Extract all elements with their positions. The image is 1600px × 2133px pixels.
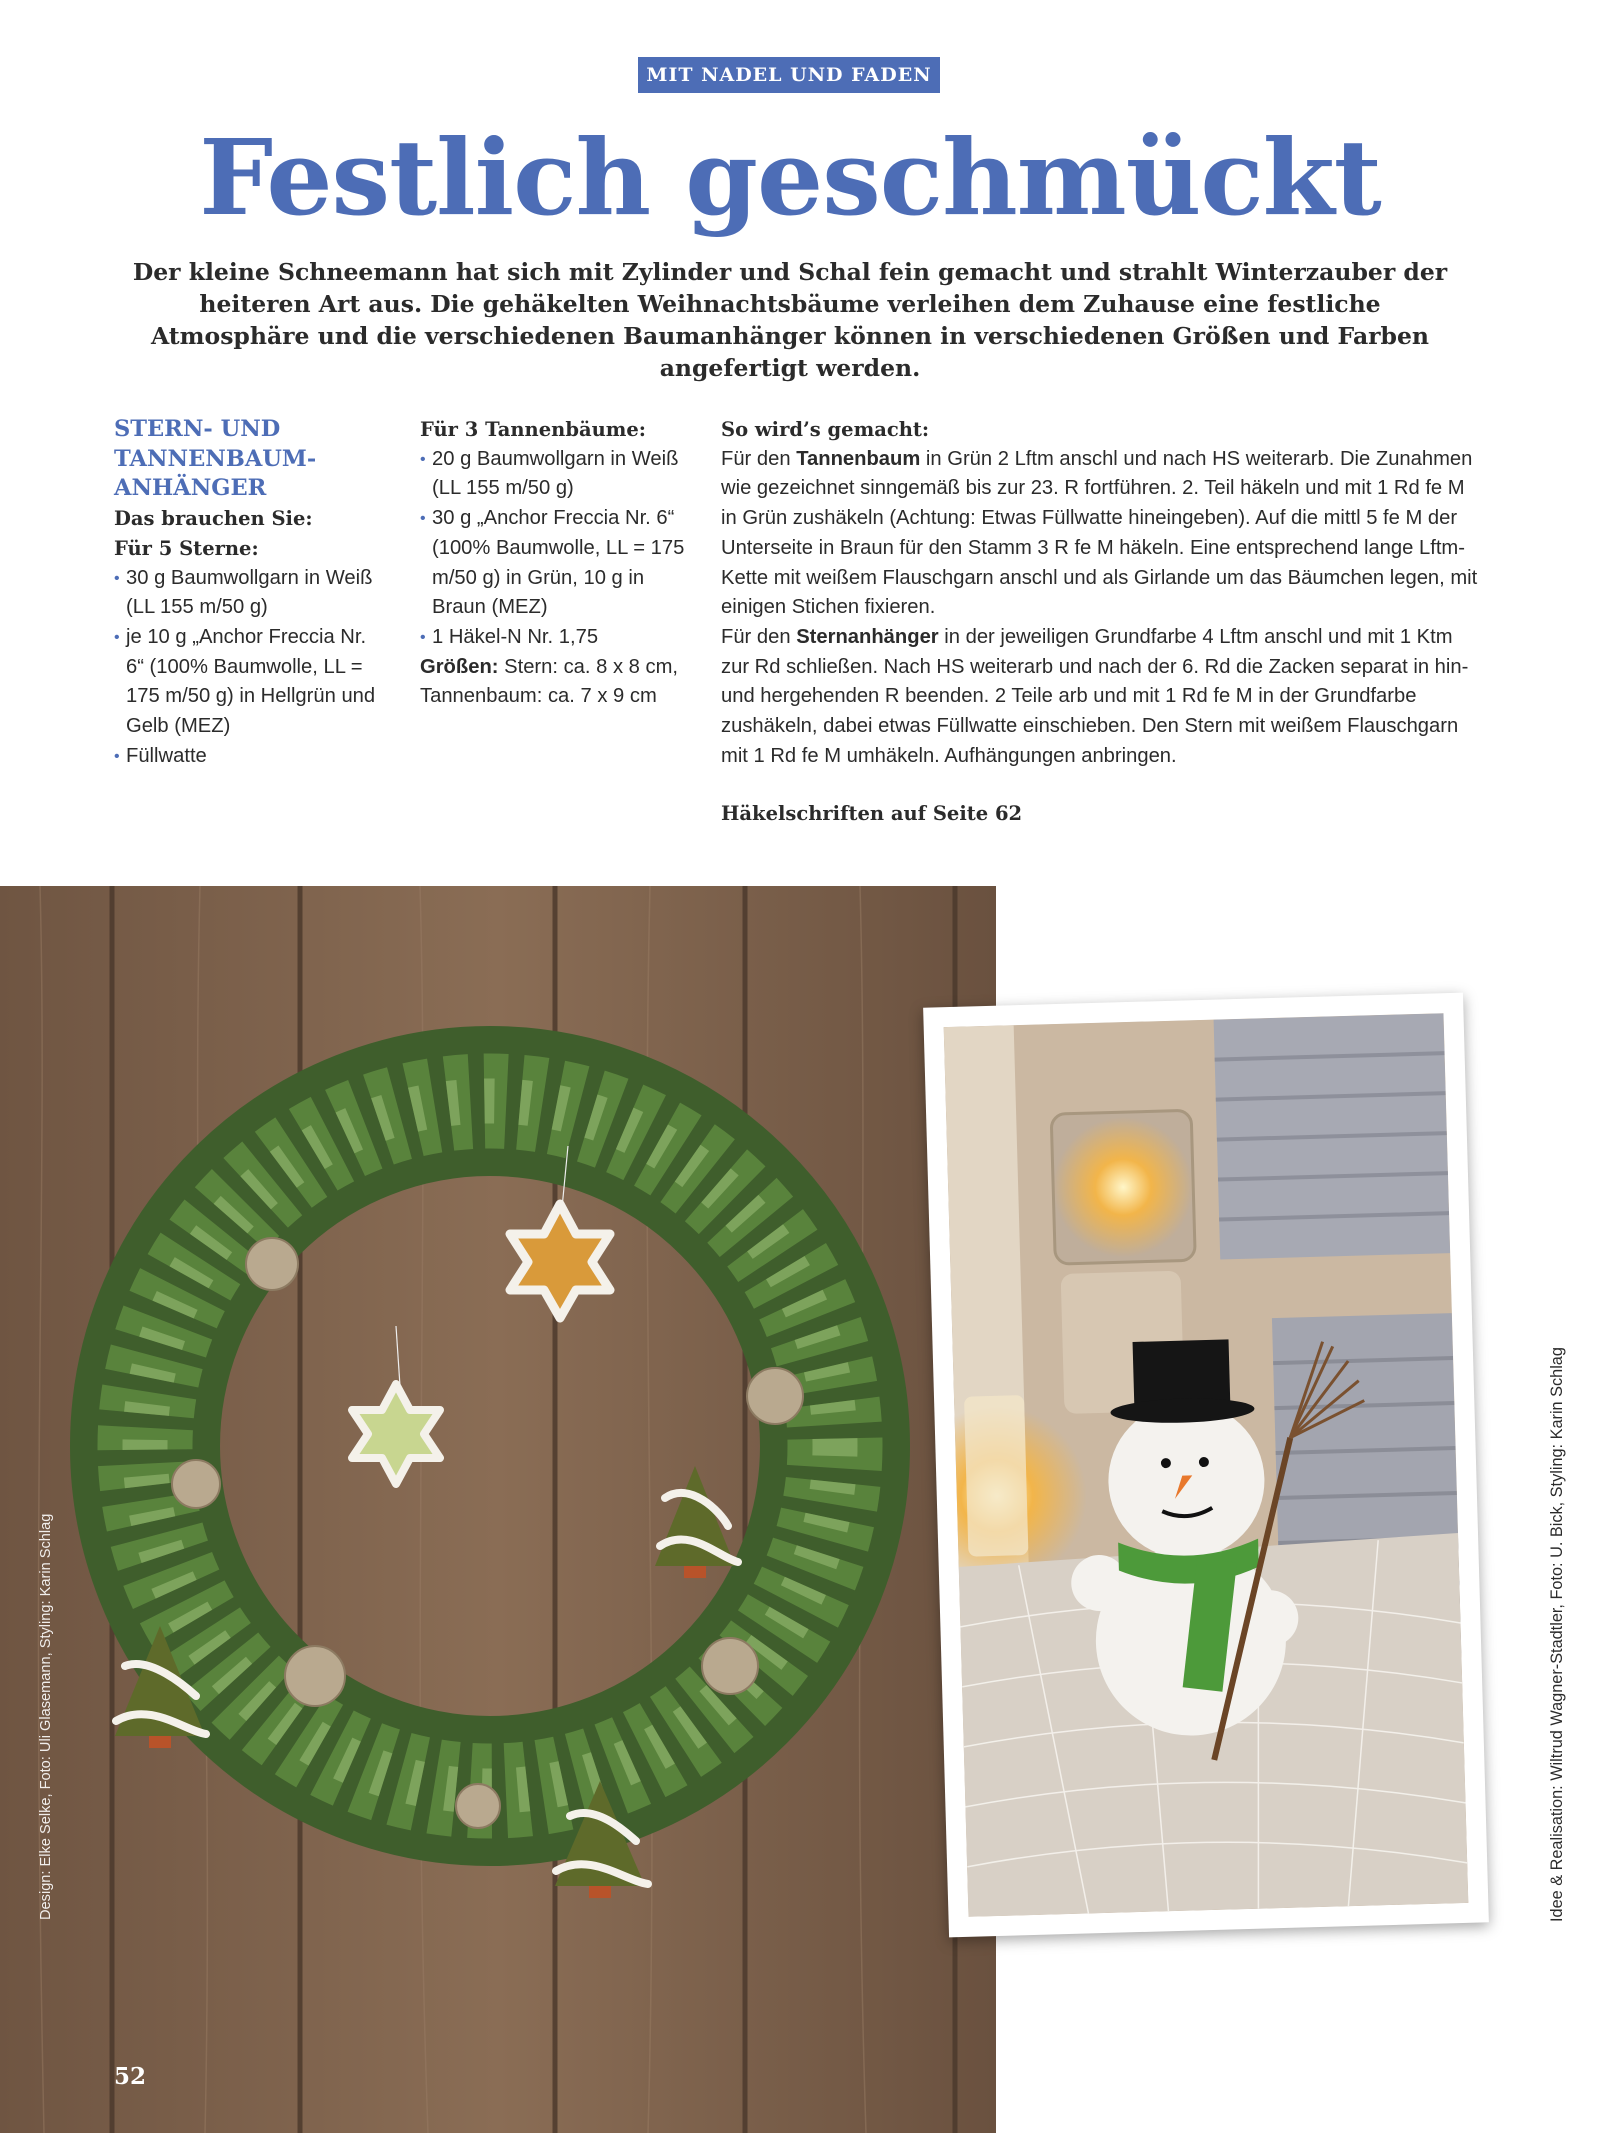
instruction-keyword: Tannenbaum (796, 447, 921, 470)
instructions-star (721, 623, 1481, 772)
page-title: Festlich geschmückt (199, 116, 1381, 239)
lead-paragraph: Der kleine Schneemann hat sich mit Zylinder und Schal fein gemacht und strahlt Winterzauber der heiteren Art aus. Die gehäkelten Weihnachtsbäume verleihen dem Zuhause eine festliche Atmosphäre und die verschiedenen Baumanhänger können in verschiedenen Größen und Farben angefertigt werden. (132, 258, 1448, 382)
materials-column-stars (114, 415, 376, 771)
wreath-photo (0, 886, 996, 2133)
section-heading-line: ANHÄNGER (114, 475, 267, 502)
trees-subhead: Für 3 Tannenbäume: (420, 418, 647, 441)
page-number: 52 (114, 2063, 147, 2090)
list-item: • 20 g Baumwollgarn in Weiß (LL 155 m/50 g) (420, 445, 690, 504)
photo-credit-left: Design: Elke Selke, Foto: Uli Glasemann, Styling: Karin Schlag (38, 1513, 54, 1920)
instructions-tree (721, 445, 1481, 623)
instruction-text: in der jeweiligen Grundfarbe 4 Lftm anschl und mit 1 Ktm zur Rd schließen. Nach HS weiterarb und nach der 6. Rd die Zacken separat in hin- und hergehenden R beenden. 2 Teile arb und mit 1 Rd fe M in der Grundfarbe zushäkeln, dabei etwas Füllwatte einschieben. Den Stern mit weißem Flauschgarn mit 1 Rd fe M umhäkeln. Aufhängungen anbringen. (721, 625, 1469, 767)
snowman-illustration (944, 1013, 1469, 1917)
section-heading (114, 415, 376, 504)
list-item: • je 10 g „Anchor Freccia Nr. 6“ (100% Baumwolle, LL = 175 m/50 g) in Hellgrün und Gelb (MEZ) (114, 623, 376, 742)
wreath-illustration (0, 886, 996, 2133)
list-item: • Füllwatte (114, 742, 376, 772)
instructions-column (721, 415, 1481, 829)
section-kicker: MIT NADEL UND FADEN (638, 57, 940, 93)
needs-label: Das brauchen Sie: (114, 507, 313, 531)
list-item: • 1 Häkel-N Nr. 1,75 (420, 623, 690, 653)
instruction-text: in Grün 2 Lftm anschl und nach HS weiterarb. Die Zunahmen wie gezeichnet sinngemäß bis zur 23. R fortführen. 2. Teil häkeln und mit 1 Rd fe M in Grün zushäkeln (Achtung: Etwas Füllwatte hineingeben). Auf die mittl 5 fe M der Unterseite in Braun für den Stamm 3 R fe M häkeln. Eine entsprechend lange Lftm-Kette mit weißem Flauschgarn anschl und als Girlande um das Bäumchen legen, mit einigen Stichen fixieren. (721, 447, 1478, 619)
instructions-heading: So wird’s gemacht: (721, 418, 930, 441)
instruction-keyword: Sternanhänger (796, 625, 939, 648)
list-item: • 30 g Baumwollgarn in Weiß (LL 155 m/50 g) (114, 564, 376, 623)
list-item: • 30 g „Anchor Freccia Nr. 6“ (100% Baumwolle, LL = 175 m/50 g) in Grün, 10 g in Braun (MEZ) (420, 504, 690, 623)
sizes-text (420, 653, 690, 712)
pattern-reference: Häkelschriften auf Seite 62 (721, 802, 1023, 826)
section-heading-line: TANNENBAUM- (114, 445, 317, 472)
sizes-value: Stern: ca. 8 x 8 cm, Tannenbaum: ca. 7 x 9 cm (420, 655, 679, 708)
instruction-text: Für den (721, 625, 797, 648)
instruction-text: Für den (721, 447, 797, 470)
sizes-label: Größen: (420, 655, 499, 678)
section-heading-line: STERN- UND (114, 416, 281, 442)
stars-subhead: Für 5 Sterne: (114, 536, 259, 560)
photo-credit-right: Idee & Realisation: Wiltrud Wagner-Stadtler, Foto: U. Bick, Styling: Karin Schlag (1548, 1347, 1566, 1922)
materials-column-trees (420, 415, 690, 712)
snowman-photo (944, 1013, 1469, 1917)
trees-materials-list (420, 445, 690, 653)
snowman-photo-frame (923, 993, 1489, 1938)
stars-materials-list (114, 564, 376, 772)
